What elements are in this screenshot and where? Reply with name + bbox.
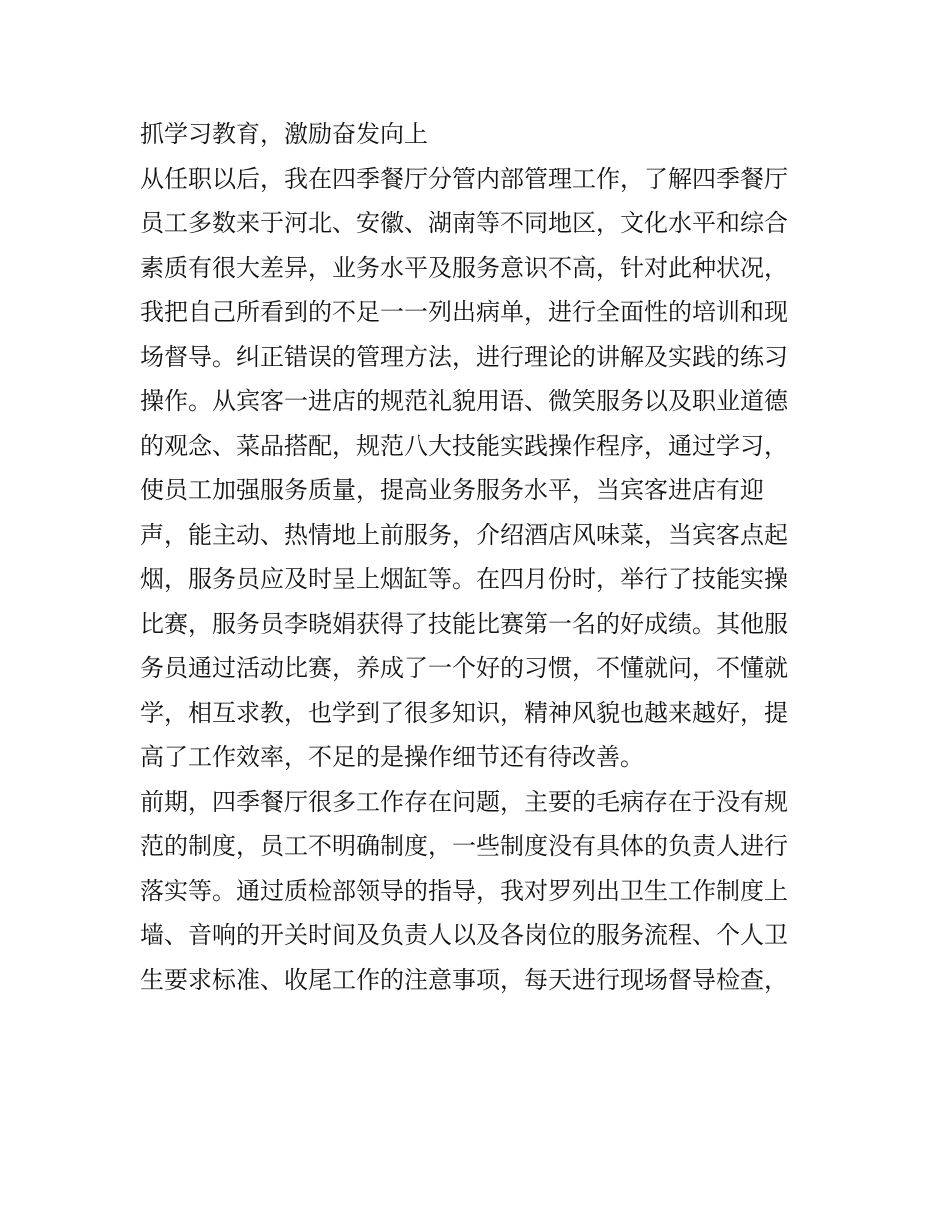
document-heading: 抓学习教育，激励奋发向上: [140, 120, 428, 148]
text-line: 员工多数来于河北、安徽、湖南等不同地区，文化水平和综合: [140, 209, 788, 237]
paragraph-1: [140, 157, 820, 780]
text-line: 前期，四季餐厅很多工作存在问题，主要的毛病存在于没有规: [140, 787, 788, 816]
text-line: 从任职以后，我在四季餐厅分管内部管理工作，了解四季餐厅: [140, 164, 788, 193]
text-line: 场督导。纠正错误的管理方法，进行理论的讲解及实践的练习: [140, 342, 788, 371]
document-body: [140, 112, 820, 1002]
text-line: 我把自己所看到的不足一一列出病单，进行全面性的培训和现: [140, 298, 788, 326]
text-line: 高了工作效率，不足的是操作细节还有待改善。: [140, 743, 644, 771]
text-line: 学，相互求教，也学到了很多知识，精神风貌也越来越好，提: [140, 698, 788, 727]
text-line: 使员工加强服务质量，提高业务服务水平，当宾客进店有迎: [140, 476, 764, 504]
text-line: 落实等。通过质检部领导的指导，我对罗列出卫生工作制度上: [140, 876, 788, 905]
text-line: 范的制度，员工不明确制度，一些制度没有具体的负责人进行: [140, 832, 788, 860]
paragraph-2: [140, 780, 820, 1003]
text-line: 操作。从宾客一进店的规范礼貌用语、微笑服务以及职业道德: [140, 387, 788, 415]
text-line: 烟，服务员应及时呈上烟缸等。在四月份时，举行了技能实操: [140, 565, 788, 593]
text-line: 比赛，服务员李晓娟获得了技能比赛第一名的好成绩。其他服: [140, 609, 788, 638]
text-line: 素质有很大差异，业务水平及服务意识不高，针对此种状况，: [140, 253, 788, 282]
text-line: 务员通过活动比赛，养成了一个好的习惯，不懂就问，不懂就: [140, 654, 788, 682]
text-line: 墙、音响的开关时间及负责人以及各岗位的服务流程、个人卫: [140, 921, 788, 949]
text-line: 的观念、菜品搭配，规范八大技能实践操作程序，通过学习，: [140, 431, 788, 460]
text-line: 声，能主动、热情地上前服务，介绍酒店风味菜，当宾客点起: [140, 520, 788, 549]
text-line: 生要求标准、收尾工作的注意事项，每天进行现场督导检查，: [140, 965, 788, 994]
